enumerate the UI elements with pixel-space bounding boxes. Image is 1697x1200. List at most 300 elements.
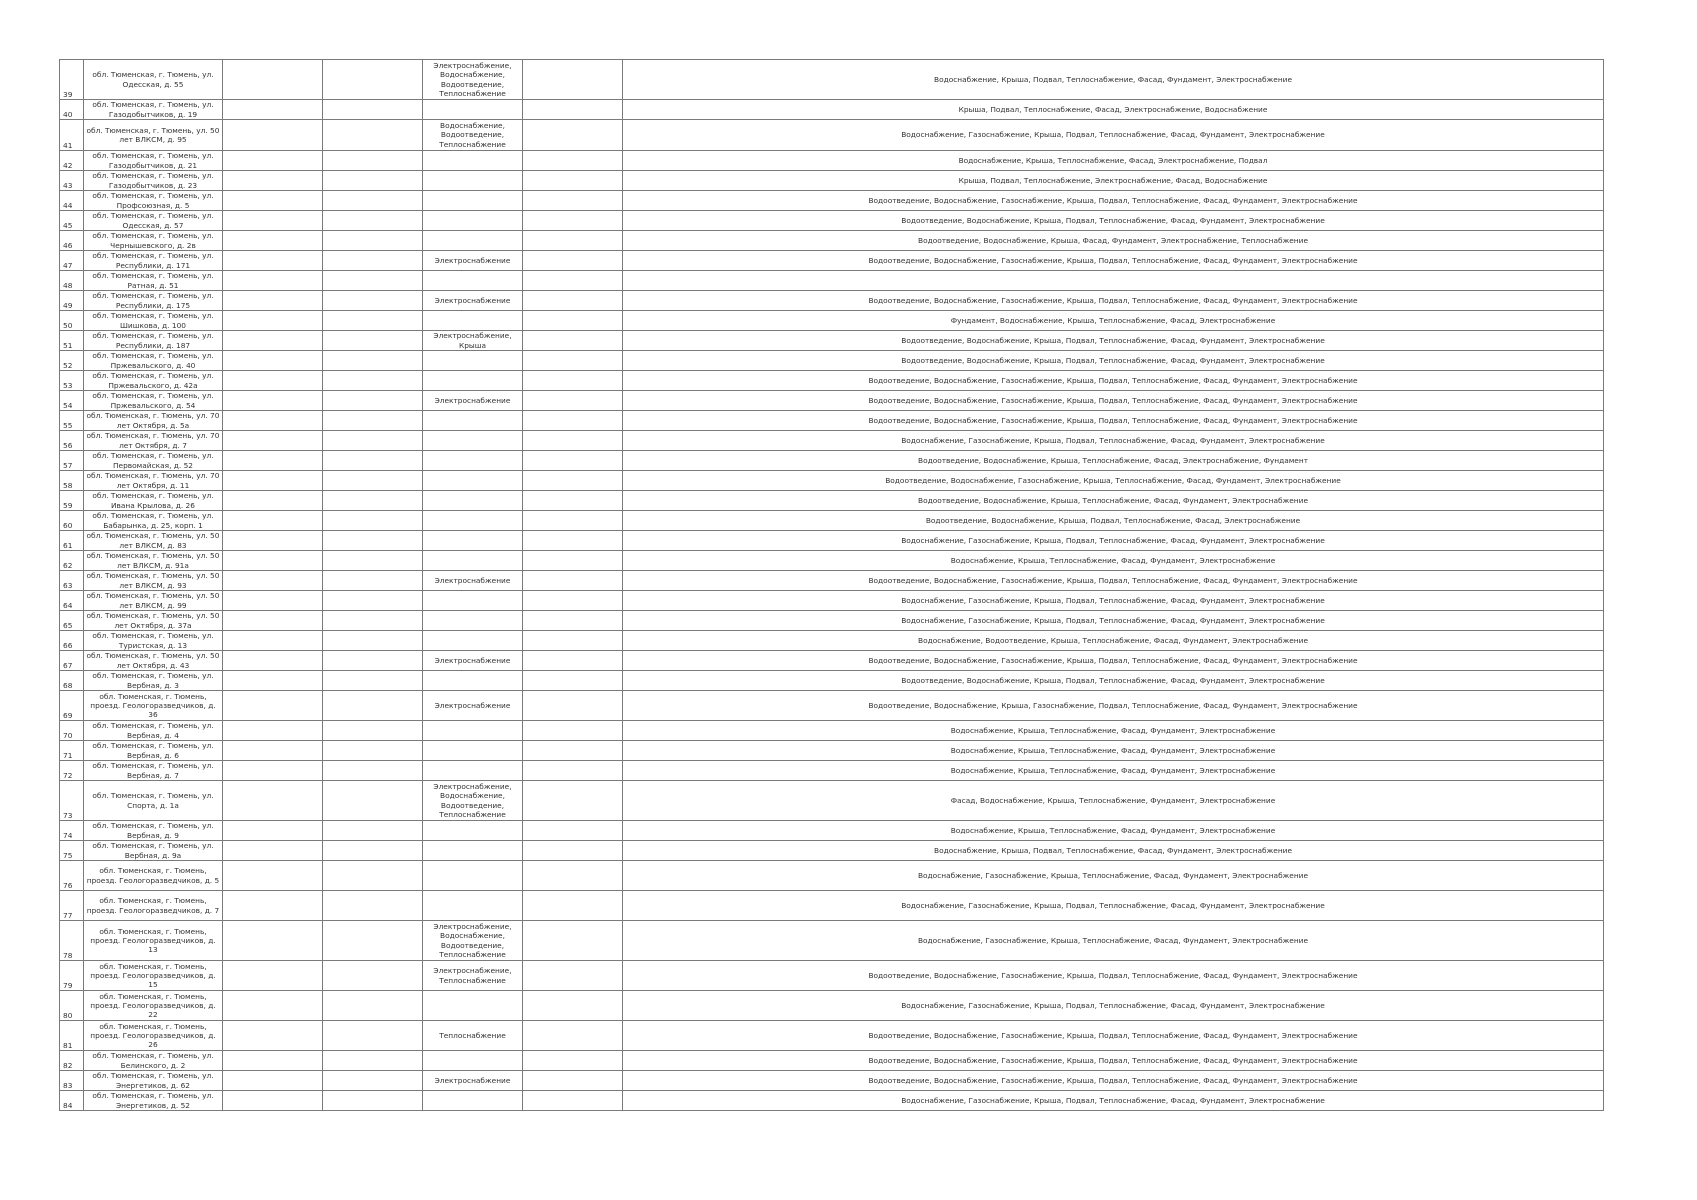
empty-cell [323,1091,423,1111]
empty-cell [523,431,623,451]
address-cell: обл. Тюменская, г. Тюмень, ул. Пржевальского, д. 42а [84,371,223,391]
table-row [60,761,1604,781]
empty-cell [323,291,423,311]
address-cell: обл. Тюменская, г. Тюмень, ул. 50 лет ВЛКСМ, д. 93 [84,571,223,591]
empty-cell [223,151,323,171]
works-cell: Водоотведение, Водоснабжение, Газоснабжение, Крыша, Подвал, Теплоснабжение, Фасад, Фундамент, Электроснабжение [623,411,1604,431]
address-cell: обл. Тюменская, г. Тюмень, ул. Бабарынка, д. 25, корп. 1 [84,511,223,531]
services-cell: Электроснабжение, Водоснабжение, Водоотведение, Теплоснабжение [423,60,523,100]
address-cell: обл. Тюменская, г. Тюмень, ул. Газодобытчиков, д. 19 [84,100,223,120]
table-row [60,591,1604,611]
empty-cell [223,1051,323,1071]
row-number: 75 [60,841,84,861]
row-number: 81 [60,1021,84,1051]
address-cell: обл. Тюменская, г. Тюмень, ул. 70 лет Октября, д. 7 [84,431,223,451]
services-cell: Электроснабжение, Водоснабжение, Водоотведение, Теплоснабжение [423,921,523,961]
empty-cell [223,691,323,721]
services-cell [423,231,523,251]
table-row [60,331,1604,351]
empty-cell [223,921,323,961]
table-row [60,921,1604,961]
row-number: 58 [60,471,84,491]
empty-cell [523,251,623,271]
address-cell: обл. Тюменская, г. Тюмень, ул. Первомайская, д. 52 [84,451,223,471]
services-cell [423,631,523,651]
empty-cell [323,671,423,691]
services-cell [423,511,523,531]
empty-cell [523,1021,623,1051]
table-row [60,1071,1604,1091]
empty-cell [223,891,323,921]
address-cell: обл. Тюменская, г. Тюмень, ул. Пржевальского, д. 54 [84,391,223,411]
row-number: 56 [60,431,84,451]
empty-cell [523,120,623,151]
works-cell: Водоотведение, Водоснабжение, Крыша, Подвал, Теплоснабжение, Фасад, Фундамент, Электроснабжение [623,671,1604,691]
empty-cell [323,631,423,651]
empty-cell [323,761,423,781]
empty-cell [223,861,323,891]
works-cell: Водоснабжение, Газоснабжение, Крыша, Подвал, Теплоснабжение, Фасад, Фундамент, Электроснабжение [623,531,1604,551]
services-cell [423,191,523,211]
empty-cell [323,571,423,591]
empty-cell [223,471,323,491]
row-number: 41 [60,120,84,151]
row-number: 43 [60,171,84,191]
row-number: 46 [60,231,84,251]
empty-cell [323,961,423,991]
empty-cell [323,251,423,271]
empty-cell [223,821,323,841]
works-cell: Водоснабжение, Крыша, Подвал, Теплоснабжение, Фасад, Фундамент, Электроснабжение [623,60,1604,100]
services-cell: Электроснабжение [423,1071,523,1091]
row-number: 80 [60,991,84,1021]
works-cell: Водоотведение, Водоснабжение, Крыша, Подвал, Теплоснабжение, Фасад, Фундамент, Электроснабжение [623,211,1604,231]
empty-cell [523,571,623,591]
empty-cell [323,891,423,921]
empty-cell [223,1071,323,1091]
table-row [60,781,1604,821]
empty-cell [323,171,423,191]
empty-cell [523,371,623,391]
table-row [60,861,1604,891]
empty-cell [523,721,623,741]
services-cell [423,891,523,921]
services-cell: Электроснабжение [423,651,523,671]
services-cell [423,761,523,781]
table-row [60,411,1604,431]
address-cell: обл. Тюменская, г. Тюмень, ул. Энергетиков, д. 52 [84,1091,223,1111]
row-number: 83 [60,1071,84,1091]
table-row [60,471,1604,491]
works-cell: Водоотведение, Водоснабжение, Газоснабжение, Крыша, Подвал, Теплоснабжение, Фасад, Фундамент, Электроснабжение [623,371,1604,391]
empty-cell [323,431,423,451]
empty-cell [523,1091,623,1111]
services-cell [423,991,523,1021]
empty-cell [323,531,423,551]
table-row [60,651,1604,671]
empty-cell [223,991,323,1021]
services-cell [423,611,523,631]
empty-cell [223,741,323,761]
works-cell: Водоснабжение, Крыша, Теплоснабжение, Фасад, Фундамент, Электроснабжение [623,721,1604,741]
services-cell [423,351,523,371]
empty-cell [323,60,423,100]
empty-cell [223,211,323,231]
empty-cell [223,551,323,571]
works-cell: Водоснабжение, Газоснабжение, Крыша, Подвал, Теплоснабжение, Фасад, Фундамент, Электроснабжение [623,1091,1604,1111]
empty-cell [523,891,623,921]
table-row [60,231,1604,251]
empty-cell [223,511,323,531]
row-number: 45 [60,211,84,231]
row-number: 40 [60,100,84,120]
table-row [60,451,1604,471]
empty-cell [523,60,623,100]
address-cell: обл. Тюменская, г. Тюмень, проезд. Геологоразведчиков, д. 15 [84,961,223,991]
works-cell: Водоснабжение, Газоснабжение, Крыша, Подвал, Теплоснабжение, Фасад, Фундамент, Электроснабжение [623,891,1604,921]
row-number: 50 [60,311,84,331]
empty-cell [323,120,423,151]
services-cell: Электроснабжение [423,251,523,271]
row-number: 67 [60,651,84,671]
row-number: 66 [60,631,84,651]
table-row [60,691,1604,721]
address-cell: обл. Тюменская, г. Тюмень, проезд. Геологоразведчиков, д. 36 [84,691,223,721]
empty-cell [223,271,323,291]
empty-cell [323,271,423,291]
empty-cell [223,60,323,100]
empty-cell [323,231,423,251]
empty-cell [223,191,323,211]
empty-cell [323,491,423,511]
services-cell: Водоснабжение, Водоотведение, Теплоснабжение [423,120,523,151]
empty-cell [523,391,623,411]
works-cell: Водоснабжение, Крыша, Подвал, Теплоснабжение, Фасад, Фундамент, Электроснабжение [623,841,1604,861]
services-cell [423,1051,523,1071]
row-number: 72 [60,761,84,781]
empty-cell [223,671,323,691]
row-number: 77 [60,891,84,921]
works-cell: Водоотведение, Водоснабжение, Крыша, Подвал, Теплоснабжение, Фасад, Электроснабжение [623,511,1604,531]
row-number: 60 [60,511,84,531]
address-cell: обл. Тюменская, г. Тюмень, ул. Ратная, д. 51 [84,271,223,291]
empty-cell [223,171,323,191]
empty-cell [323,781,423,821]
services-cell [423,671,523,691]
services-cell [423,271,523,291]
empty-cell [523,961,623,991]
works-cell: Водоотведение, Водоснабжение, Газоснабжение, Крыша, Подвал, Теплоснабжение, Фасад, Фундамент, Электроснабжение [623,251,1604,271]
empty-cell [223,431,323,451]
empty-cell [323,391,423,411]
table-row [60,991,1604,1021]
address-cell: обл. Тюменская, г. Тюмень, ул. Белинского, д. 2 [84,1051,223,1071]
empty-cell [223,251,323,271]
empty-cell [323,611,423,631]
works-cell: Фасад, Водоснабжение, Крыша, Теплоснабжение, Фундамент, Электроснабжение [623,781,1604,821]
empty-cell [223,571,323,591]
empty-cell [523,151,623,171]
services-cell [423,451,523,471]
empty-cell [323,1051,423,1071]
address-cell: обл. Тюменская, г. Тюмень, ул. Спорта, д. 1а [84,781,223,821]
empty-cell [323,451,423,471]
row-number: 62 [60,551,84,571]
works-cell: Водоснабжение, Газоснабжение, Крыша, Подвал, Теплоснабжение, Фасад, Фундамент, Электроснабжение [623,991,1604,1021]
address-cell: обл. Тюменская, г. Тюмень, ул. Республики, д. 187 [84,331,223,351]
empty-cell [523,551,623,571]
empty-cell [323,471,423,491]
table-row [60,841,1604,861]
table-row [60,961,1604,991]
works-cell: Водоснабжение, Газоснабжение, Крыша, Подвал, Теплоснабжение, Фасад, Фундамент, Электроснабжение [623,591,1604,611]
address-cell: обл. Тюменская, г. Тюмень, ул. 50 лет ВЛКСМ, д. 83 [84,531,223,551]
row-number: 76 [60,861,84,891]
works-cell: Водоснабжение, Газоснабжение, Крыша, Подвал, Теплоснабжение, Фасад, Фундамент, Электроснабжение [623,120,1604,151]
empty-cell [223,651,323,671]
address-cell: обл. Тюменская, г. Тюмень, проезд. Геологоразведчиков, д. 5 [84,861,223,891]
row-number: 74 [60,821,84,841]
services-cell [423,211,523,231]
works-cell: Водоотведение, Водоснабжение, Крыша, Подвал, Теплоснабжение, Фасад, Фундамент, Электроснабжение [623,351,1604,371]
row-number: 54 [60,391,84,411]
empty-cell [323,841,423,861]
row-number: 64 [60,591,84,611]
works-cell: Водоотведение, Водоснабжение, Крыша, Теплоснабжение, Фасад, Фундамент, Электроснабжение [623,491,1604,511]
address-cell: обл. Тюменская, г. Тюмень, ул. Вербная, д. 9а [84,841,223,861]
services-cell: Электроснабжение [423,391,523,411]
empty-cell [223,781,323,821]
empty-cell [523,651,623,671]
works-cell: Водоснабжение, Крыша, Теплоснабжение, Фасад, Фундамент, Электроснабжение [623,761,1604,781]
services-cell: Теплоснабжение [423,1021,523,1051]
address-cell: обл. Тюменская, г. Тюмень, проезд. Геологоразведчиков, д. 7 [84,891,223,921]
works-cell: Водоотведение, Водоснабжение, Газоснабжение, Крыша, Подвал, Теплоснабжение, Фасад, Фундамент, Электроснабжение [623,1071,1604,1091]
empty-cell [523,351,623,371]
table-row [60,1051,1604,1071]
empty-cell [323,821,423,841]
works-cell: Водоотведение, Водоснабжение, Газоснабжение, Крыша, Подвал, Теплоснабжение, Фасад, Фундамент, Электроснабжение [623,1021,1604,1051]
row-number: 82 [60,1051,84,1071]
empty-cell [523,781,623,821]
table-row [60,291,1604,311]
empty-cell [223,531,323,551]
empty-cell [223,100,323,120]
empty-cell [223,451,323,471]
services-cell: Электроснабжение, Водоснабжение, Водоотведение, Теплоснабжение [423,781,523,821]
services-cell [423,591,523,611]
empty-cell [523,671,623,691]
table-body [60,60,1604,1111]
works-cell: Водоотведение, Водоснабжение, Газоснабжение, Крыша, Подвал, Теплоснабжение, Фасад, Фундамент, Электроснабжение [623,1051,1604,1071]
empty-cell [223,291,323,311]
works-cell: Водоотведение, Водоснабжение, Крыша, Теплоснабжение, Фасад, Электроснабжение, Фундамент [623,451,1604,471]
empty-cell [323,691,423,721]
services-cell [423,821,523,841]
empty-cell [323,721,423,741]
empty-cell [523,1051,623,1071]
address-cell: обл. Тюменская, г. Тюмень, ул. Газодобытчиков, д. 23 [84,171,223,191]
works-cell: Водоотведение, Водоснабжение, Газоснабжение, Крыша, Подвал, Теплоснабжение, Фасад, Фундамент, Электроснабжение [623,651,1604,671]
works-cell: Водоснабжение, Крыша, Теплоснабжение, Фасад, Электроснабжение, Подвал [623,151,1604,171]
empty-cell [523,411,623,431]
row-number: 47 [60,251,84,271]
table-row [60,571,1604,591]
empty-cell [323,211,423,231]
empty-cell [323,351,423,371]
works-cell: Фундамент, Водоснабжение, Крыша, Теплоснабжение, Фасад, Электроснабжение [623,311,1604,331]
services-cell [423,721,523,741]
empty-cell [223,591,323,611]
row-number: 63 [60,571,84,591]
address-cell: обл. Тюменская, г. Тюмень, проезд. Геологоразведчиков, д. 22 [84,991,223,1021]
empty-cell [323,861,423,891]
services-cell [423,100,523,120]
address-cell: обл. Тюменская, г. Тюмень, ул. Вербная, д. 7 [84,761,223,781]
empty-cell [223,841,323,861]
address-cell: обл. Тюменская, г. Тюмень, ул. 50 лет ВЛКСМ, д. 95 [84,120,223,151]
works-cell: Водоотведение, Водоснабжение, Крыша, Газоснабжение, Подвал, Теплоснабжение, Фасад, Фундамент, Электроснабжение [623,691,1604,721]
empty-cell [323,511,423,531]
address-cell: обл. Тюменская, г. Тюмень, ул. Вербная, д. 6 [84,741,223,761]
address-cell: обл. Тюменская, г. Тюмень, ул. Республики, д. 175 [84,291,223,311]
empty-cell [323,191,423,211]
empty-cell [523,271,623,291]
table-row [60,511,1604,531]
table-row [60,891,1604,921]
table-row [60,491,1604,511]
works-cell: Водоснабжение, Крыша, Теплоснабжение, Фасад, Фундамент, Электроснабжение [623,551,1604,571]
table-row [60,171,1604,191]
empty-cell [523,591,623,611]
table-row [60,631,1604,651]
works-cell [623,271,1604,291]
table-row [60,60,1604,100]
row-number: 71 [60,741,84,761]
services-cell [423,531,523,551]
table-row [60,611,1604,631]
table-row [60,1021,1604,1051]
empty-cell [223,631,323,651]
empty-cell [223,611,323,631]
empty-cell [223,351,323,371]
row-number: 48 [60,271,84,291]
empty-cell [223,721,323,741]
empty-cell [223,491,323,511]
empty-cell [223,391,323,411]
services-cell [423,491,523,511]
empty-cell [323,371,423,391]
table-row [60,191,1604,211]
table-row [60,351,1604,371]
table-row [60,120,1604,151]
works-cell: Водоотведение, Водоснабжение, Газоснабжение, Крыша, Подвал, Теплоснабжение, Фасад, Фундамент, Электроснабжение [623,291,1604,311]
empty-cell [323,991,423,1021]
table-row [60,1091,1604,1111]
services-cell: Электроснабжение, Теплоснабжение [423,961,523,991]
empty-cell [523,531,623,551]
services-cell [423,861,523,891]
empty-cell [523,921,623,961]
empty-cell [523,191,623,211]
empty-cell [223,1021,323,1051]
empty-cell [323,591,423,611]
row-number: 55 [60,411,84,431]
address-cell: обл. Тюменская, г. Тюмень, ул. Республики, д. 171 [84,251,223,271]
works-cell: Водоотведение, Водоснабжение, Газоснабжение, Крыша, Подвал, Теплоснабжение, Фасад, Фундамент, Электроснабжение [623,191,1604,211]
services-cell: Электроснабжение [423,691,523,721]
row-number: 69 [60,691,84,721]
empty-cell [523,991,623,1021]
row-number: 42 [60,151,84,171]
empty-cell [523,100,623,120]
works-cell: Водоснабжение, Крыша, Теплоснабжение, Фасад, Фундамент, Электроснабжение [623,741,1604,761]
empty-cell [323,551,423,571]
address-cell: обл. Тюменская, г. Тюмень, проезд. Геологоразведчиков, д. 26 [84,1021,223,1051]
works-cell: Водоснабжение, Водоотведение, Крыша, Теплоснабжение, Фасад, Фундамент, Электроснабжение [623,631,1604,651]
works-cell: Водоотведение, Водоснабжение, Газоснабжение, Крыша, Теплоснабжение, Фасад, Фундамент, Электроснабжение [623,471,1604,491]
address-cell: обл. Тюменская, г. Тюмень, ул. 50 лет ВЛКСМ, д. 99 [84,591,223,611]
table-row [60,551,1604,571]
empty-cell [223,761,323,781]
table-row [60,431,1604,451]
empty-cell [523,741,623,761]
address-cell: обл. Тюменская, г. Тюмень, ул. Вербная, д. 9 [84,821,223,841]
empty-cell [523,491,623,511]
empty-cell [323,921,423,961]
row-number: 53 [60,371,84,391]
row-number: 68 [60,671,84,691]
empty-cell [223,1091,323,1111]
address-cell: обл. Тюменская, г. Тюмень, ул. Шишкова, д. 100 [84,311,223,331]
empty-cell [523,171,623,191]
empty-cell [523,231,623,251]
table-row [60,391,1604,411]
table-row [60,371,1604,391]
row-number: 39 [60,60,84,100]
empty-cell [223,331,323,351]
services-cell [423,171,523,191]
row-number: 70 [60,721,84,741]
address-cell: обл. Тюменская, г. Тюмень, ул. 50 лет ВЛКСМ, д. 91а [84,551,223,571]
table-row [60,211,1604,231]
row-number: 49 [60,291,84,311]
address-cell: обл. Тюменская, г. Тюмень, ул. 70 лет Октября, д. 11 [84,471,223,491]
row-number: 65 [60,611,84,631]
empty-cell [323,1071,423,1091]
works-cell: Водоснабжение, Газоснабжение, Крыша, Теплоснабжение, Фасад, Фундамент, Электроснабжение [623,861,1604,891]
row-number: 73 [60,781,84,821]
services-cell [423,841,523,861]
services-cell [423,411,523,431]
empty-cell [323,151,423,171]
table-row [60,721,1604,741]
empty-cell [323,651,423,671]
services-cell [423,431,523,451]
works-cell: Крыша, Подвал, Теплоснабжение, Фасад, Электроснабжение, Водоснабжение [623,100,1604,120]
empty-cell [523,311,623,331]
row-number: 44 [60,191,84,211]
works-cell: Водоснабжение, Крыша, Теплоснабжение, Фасад, Фундамент, Электроснабжение [623,821,1604,841]
works-cell: Водоснабжение, Газоснабжение, Крыша, Подвал, Теплоснабжение, Фасад, Фундамент, Электроснабжение [623,431,1604,451]
empty-cell [523,841,623,861]
empty-cell [323,1021,423,1051]
empty-cell [323,331,423,351]
works-cell: Крыша, Подвал, Теплоснабжение, Электроснабжение, Фасад, Водоснабжение [623,171,1604,191]
empty-cell [323,311,423,331]
address-cell: обл. Тюменская, г. Тюмень, ул. Вербная, д. 3 [84,671,223,691]
works-cell: Водоотведение, Водоснабжение, Крыша, Подвал, Теплоснабжение, Фасад, Фундамент, Электроснабжение [623,331,1604,351]
